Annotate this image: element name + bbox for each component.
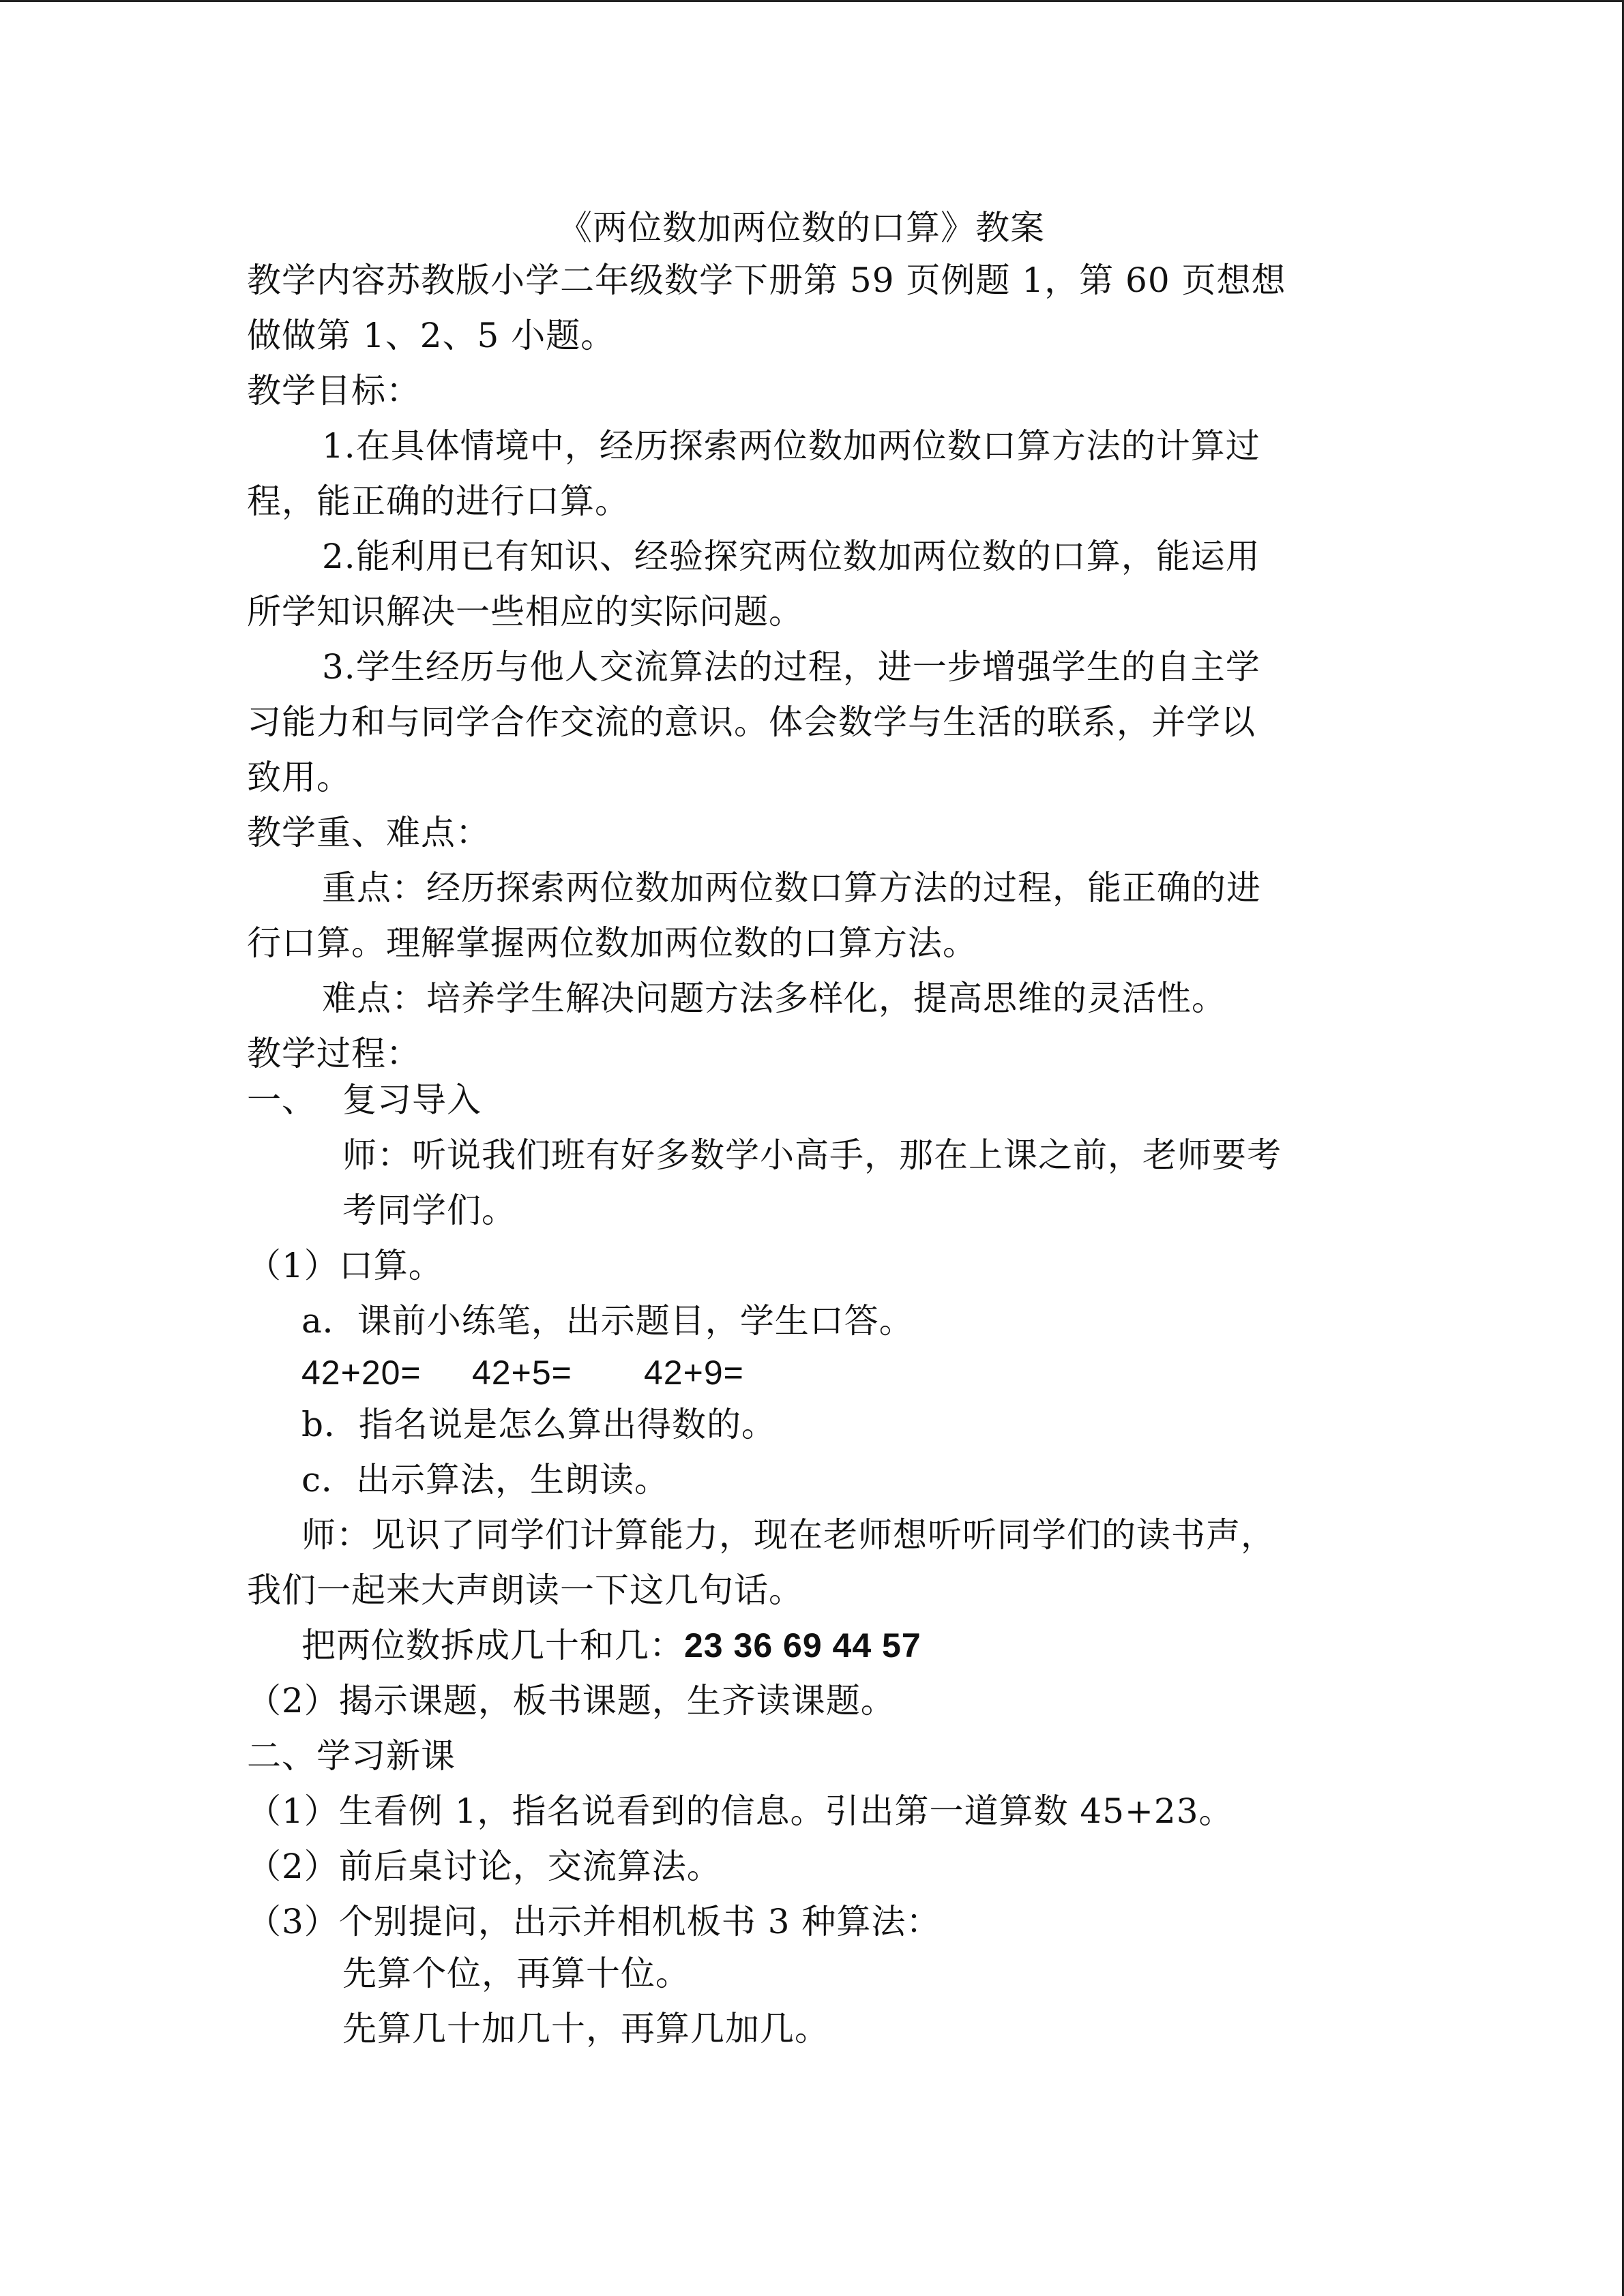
teaching-content-line-1: 教学内容苏教版小学二年级数学下册第 59 页例题 1，第 60 页想想 — [247, 260, 1286, 300]
key-point-line-1: 重点：经历探索两位数加两位数口算方法的过程，能正确的进 — [322, 868, 1261, 908]
split-numbers-values: 23 36 69 44 57 — [684, 1626, 921, 1665]
key-point-line-2: 行口算。理解掌握两位数加两位数的口算方法。 — [247, 923, 977, 963]
section-2-title: 二、学习新课 — [247, 1736, 456, 1776]
key-points-heading: 教学重、难点： — [247, 813, 490, 852]
calc-item-1: 42+20= — [301, 1354, 422, 1392]
teacher-intro-line-2: 考同学们。 — [342, 1191, 516, 1230]
new-lesson-step-2: （2）前后桌讨论，交流算法。 — [247, 1847, 722, 1886]
teaching-content-line-2: 做做第 1、2、5 小题。 — [247, 316, 616, 355]
method-2: 先算几十加几十，再算几加几。 — [342, 2009, 829, 2048]
calc-exercises — [301, 1352, 744, 1393]
goal-2-line-1: 2.能利用已有知识、经验探究两位数加两位数的口算，能运用 — [322, 537, 1260, 576]
method-1: 先算个位，再算十位。 — [342, 1954, 690, 1993]
step-b: b．指名说是怎么算出得数的。 — [301, 1405, 777, 1444]
teaching-process-heading: 教学过程： — [247, 1034, 421, 1073]
teaching-goals-heading: 教学目标： — [247, 371, 421, 411]
goal-3-line-1: 3.学生经历与他人交流算法的过程，进一步增强学生的自主学 — [322, 647, 1260, 687]
calc-item-3: 42+9= — [644, 1354, 744, 1392]
step-a: a．课前小练笔，出示题目，学生口答。 — [301, 1301, 914, 1341]
split-numbers-label: 把两位数拆成几十和几： — [301, 1626, 684, 1665]
goal-1-line-2: 程，能正确的进行口算。 — [247, 481, 630, 521]
section-1-number: 一、 — [247, 1080, 316, 1120]
calc-item-2: 42+5= — [472, 1354, 572, 1392]
goal-3-line-3: 致用。 — [247, 758, 351, 797]
goal-1-line-1: 1.在具体情境中，经历探索两位数加两位数口算方法的计算过 — [322, 426, 1260, 466]
teacher-reading-line-1: 师：见识了同学们计算能力，现在老师想听听同学们的读书声， — [301, 1515, 1275, 1555]
teacher-intro-line-1: 师：听说我们班有好多数学小高手，那在上课之前，老师要考 — [342, 1135, 1282, 1175]
goal-2-line-2: 所学知识解决一些相应的实际问题。 — [247, 592, 803, 631]
new-lesson-step-1: （1）生看例 1，指名说看到的信息。引出第一道算数 45+23。 — [247, 1791, 1234, 1831]
new-lesson-step-3: （3）个别提问，出示并相机板书 3 种算法： — [247, 1902, 941, 1941]
document-title: 《两位数加两位数的口算》教案 — [558, 208, 1045, 248]
step-2-reveal-topic: （2）揭示课题，板书课题，生齐读课题。 — [247, 1681, 896, 1720]
teacher-reading-line-2: 我们一起来大声朗读一下这几句话。 — [247, 1570, 803, 1610]
step-c: c．出示算法，生朗读。 — [301, 1460, 670, 1500]
step-1-mental-calc: （1）口算。 — [247, 1246, 443, 1285]
split-numbers-line — [301, 1625, 921, 1666]
section-1-title: 复习导入 — [342, 1080, 482, 1120]
difficulty-line: 难点：培养学生解决问题方法多样化，提高思维的灵活性。 — [322, 979, 1226, 1018]
goal-3-line-2: 习能力和与同学合作交流的意识。体会数学与生活的联系，并学以 — [247, 702, 1256, 742]
